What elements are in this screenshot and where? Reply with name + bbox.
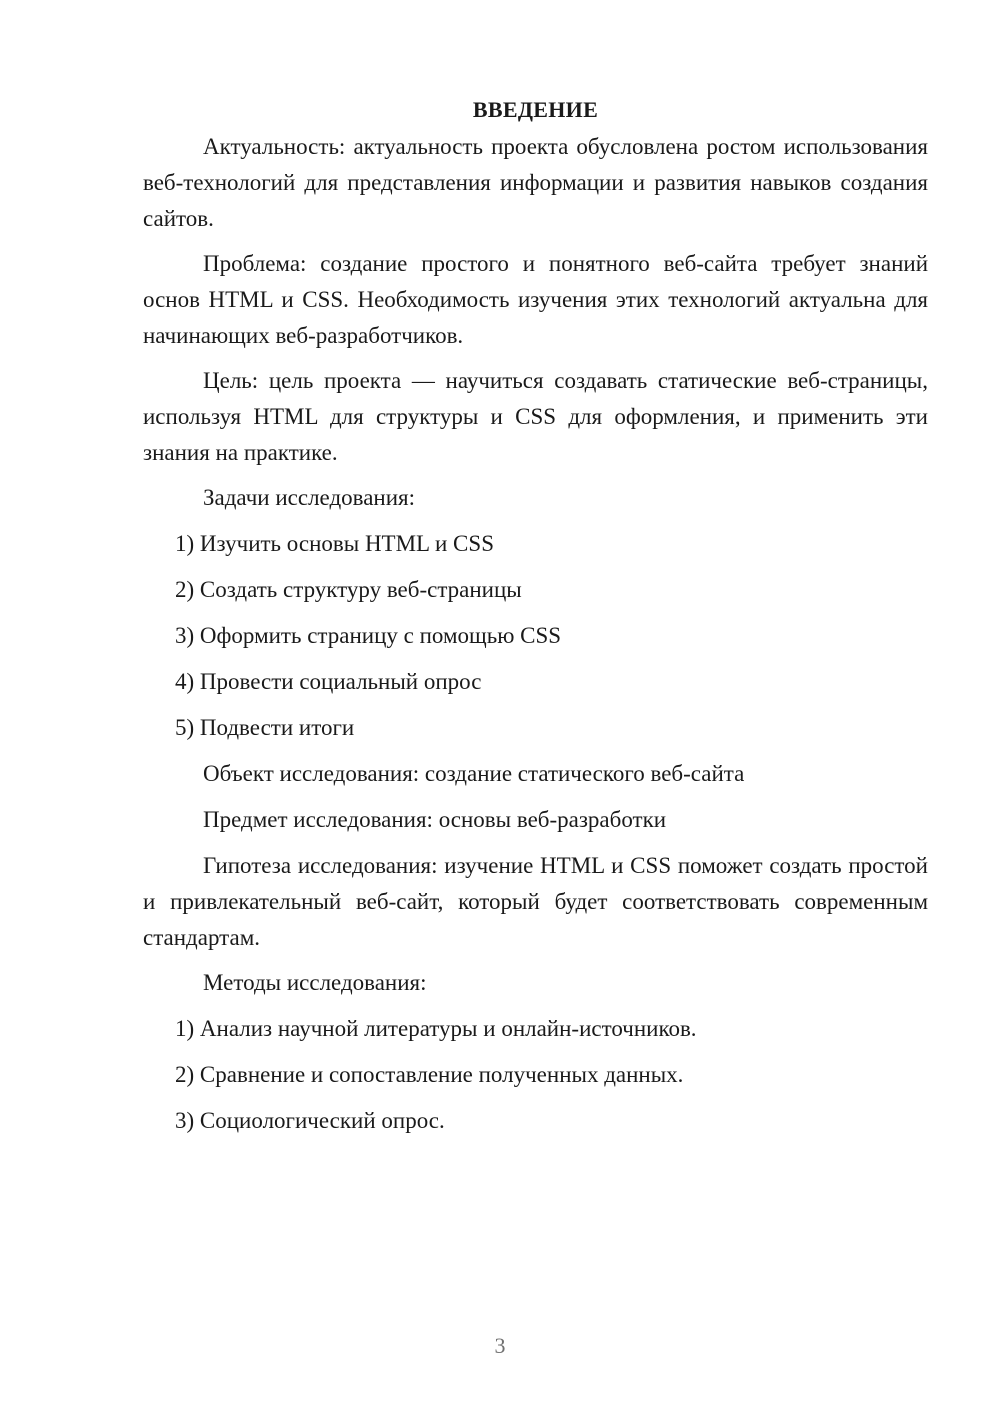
tasks-list — [143, 526, 928, 746]
list-item: 1) Изучить основы HTML и CSS — [175, 531, 494, 556]
problem-paragraph: Проблема: создание простого и понятного веб-сайта требует знаний основ HTML и CSS. Необходимость изучения этих технологий актуальна для начинающих веб-разработчиков. — [143, 251, 928, 348]
hypothesis-paragraph: Гипотеза исследования: изучение HTML и CSS поможет создать простой и привлекательный веб-сайт, который будет соответствовать современным стандартам. — [143, 853, 928, 950]
section-heading: ВВЕДЕНИЕ — [472, 97, 599, 122]
list-item: 3) Оформить страницу с помощью CSS — [175, 623, 562, 648]
goal-paragraph: Цель: цель проекта — научиться создавать статические веб-страницы, используя HTML для структуры и CSS для оформления, и применить эти знания на практике. — [143, 368, 928, 465]
research-object: Объект исследования: создание статического веб-сайта — [203, 761, 745, 786]
list-item: 3) Социологический опрос. — [175, 1108, 445, 1133]
methods-title: Методы исследования: — [203, 970, 427, 995]
list-item: 1) Анализ научной литературы и онлайн-источников. — [175, 1016, 697, 1041]
list-item: 4) Провести социальный опрос — [175, 669, 482, 694]
list-item: 2) Создать структуру веб-страницы — [175, 577, 522, 602]
research-subject: Предмет исследования: основы веб-разработки — [203, 807, 667, 832]
page-number: 3 — [494, 1333, 506, 1358]
list-item: 2) Сравнение и сопоставление полученных данных. — [175, 1062, 684, 1087]
list-item: 5) Подвести итоги — [175, 715, 355, 740]
page-content — [143, 92, 928, 1149]
methods-list — [143, 1011, 928, 1139]
relevance-paragraph: Актуальность: актуальность проекта обусловлена ростом использования веб-технологий для представления информации и развития навыков создания сайтов. — [143, 134, 928, 231]
tasks-title: Задачи исследования: — [203, 485, 416, 510]
